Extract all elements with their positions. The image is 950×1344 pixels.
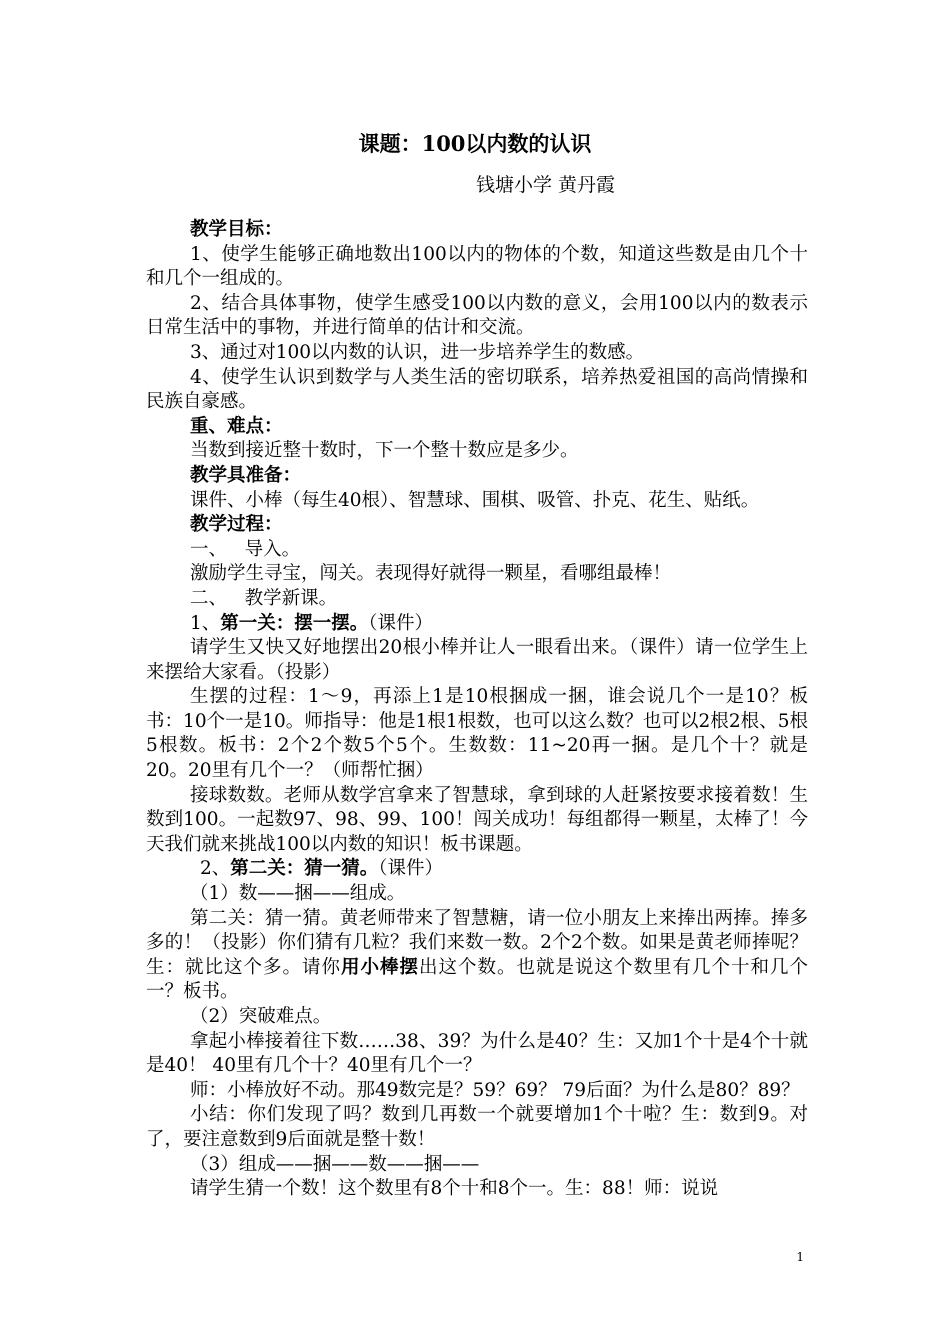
sub2-paragraph-1: 拿起小棒接着往下数……38、39？为什么是40？生：又加1个十是4个十就是40！ 40里有几个十？40里有几个一？ [146,1030,808,1077]
sub2-title: （2）突破难点。 [190,1006,332,1027]
materials-heading: 教学具准备： [190,464,302,486]
document-body [146,218,808,1202]
section1-text: 激励学生寻宝，闯关。表现得好就得一颗星，看哪组最棒！ [190,563,672,585]
sub2-paragraph-3: 小结：你们发现了吗？数到几再数一个就要增加1个十啦？生：数到9。对了，要注意数到9后面就是整十数！ [146,1104,808,1150]
sub1-title: （1）数——捆——组成。 [190,883,406,905]
level2-note: （课件） [378,858,444,880]
materials-text: 课件、小棒（每生40根）、智慧球、围棋、吸管、扑克、花生、贴纸。 [190,489,760,511]
page-title: 课题：100以内数的认识 [358,131,592,156]
section1-title: 一、 导入。 [190,538,301,560]
goal-item-1: 1、使学生能够正确地数出100以内的物体的个数，知道这些数是由几个十和几个一组成的。 [146,243,808,290]
goals-heading: 教学目标： [190,219,283,240]
level2-number: 2、 [200,858,231,880]
level2-heading [146,857,808,882]
section2-title: 二、 教学新课。 [190,587,338,609]
level1-paragraph-1: 请学生又快又好地摆出20根小棒并让人一眼看出来。（课件）请一位学生上来摆给大家看。（投影） [146,637,808,683]
goal-item-3: 3、通过对100以内数的认识，进一步培养学生的数感。 [190,341,645,363]
page-number: 1 [796,1250,804,1264]
sub1-paragraph [146,907,808,1005]
level1-paragraph-2: 生摆的过程：1～9，再添上1是10根捆成一捆，谁会说几个一是10？板书：10个一是10。师指导：他是1根1根数，也可以这么数？也可以2根2根、5根5根数。板书：2个2个数5个5个。生数数：11~20再一捆。是几个十？就是20。20里有几个一？（师帮忙捆） [146,686,808,782]
key-points-heading: 重、难点： [190,415,283,437]
key-points-text: 当数到接近整十数时，下一个整十数应是多少。 [190,440,579,462]
level1-title: 第一关：摆一摆。 [220,612,369,634]
sub1-text-emphasis: 用小棒摆 [341,956,419,978]
sub1-text-b: 出这个数。也就是说这个数里有几个十和几个一？板书。 [146,956,808,1003]
process-heading: 教学过程： [190,514,283,536]
goal-item-4: 4、使学生认识到数学与人类生活的密切联系，培养热爱祖国的高尚情操和民族自豪感。 [146,366,808,413]
author-line: 钱塘小学 黄丹霞 [476,174,616,196]
sub3-paragraph: 请学生猜一个数！这个数里有8个十和8个一。生：88！师：说说 [190,1178,719,1200]
level1-paragraph-3: 接球数数。老师从数学宫拿来了智慧球，拿到球的人赶紧按要求接着数！生数到100。一起数97、98、99、100！闯关成功！每组都得一颗星，太棒了！今天我们就来挑战100以内数的知识！板书课题。 [146,784,808,855]
level2-title: 第二关：猜一猜。 [230,858,379,880]
goal-item-2: 2、结合具体事物，使学生感受100以内数的意义，会用100以内的数表示日常生活中的事物，并进行简单的估计和交流。 [146,292,808,339]
level1-number: 1、 [190,612,221,634]
sub3-title: （3）组成——捆——数——捆—— [190,1153,480,1175]
level1-note: （课件） [368,612,434,634]
sub2-paragraph-2: 师：小棒放好不动。那49数完是？59？69？ 79后面？为什么是80？89？ [190,1079,800,1101]
sub1-text-a: 第二关：猜一猜。黄老师带来了智慧糖，请一位小朋友上来捧出两捧。捧多多的！（投影）你们猜有几粒？我们来数一数。2个2个数。如果是黄老师捧呢？生：就比这个多。请你 [146,907,808,978]
level1-heading [146,612,808,637]
